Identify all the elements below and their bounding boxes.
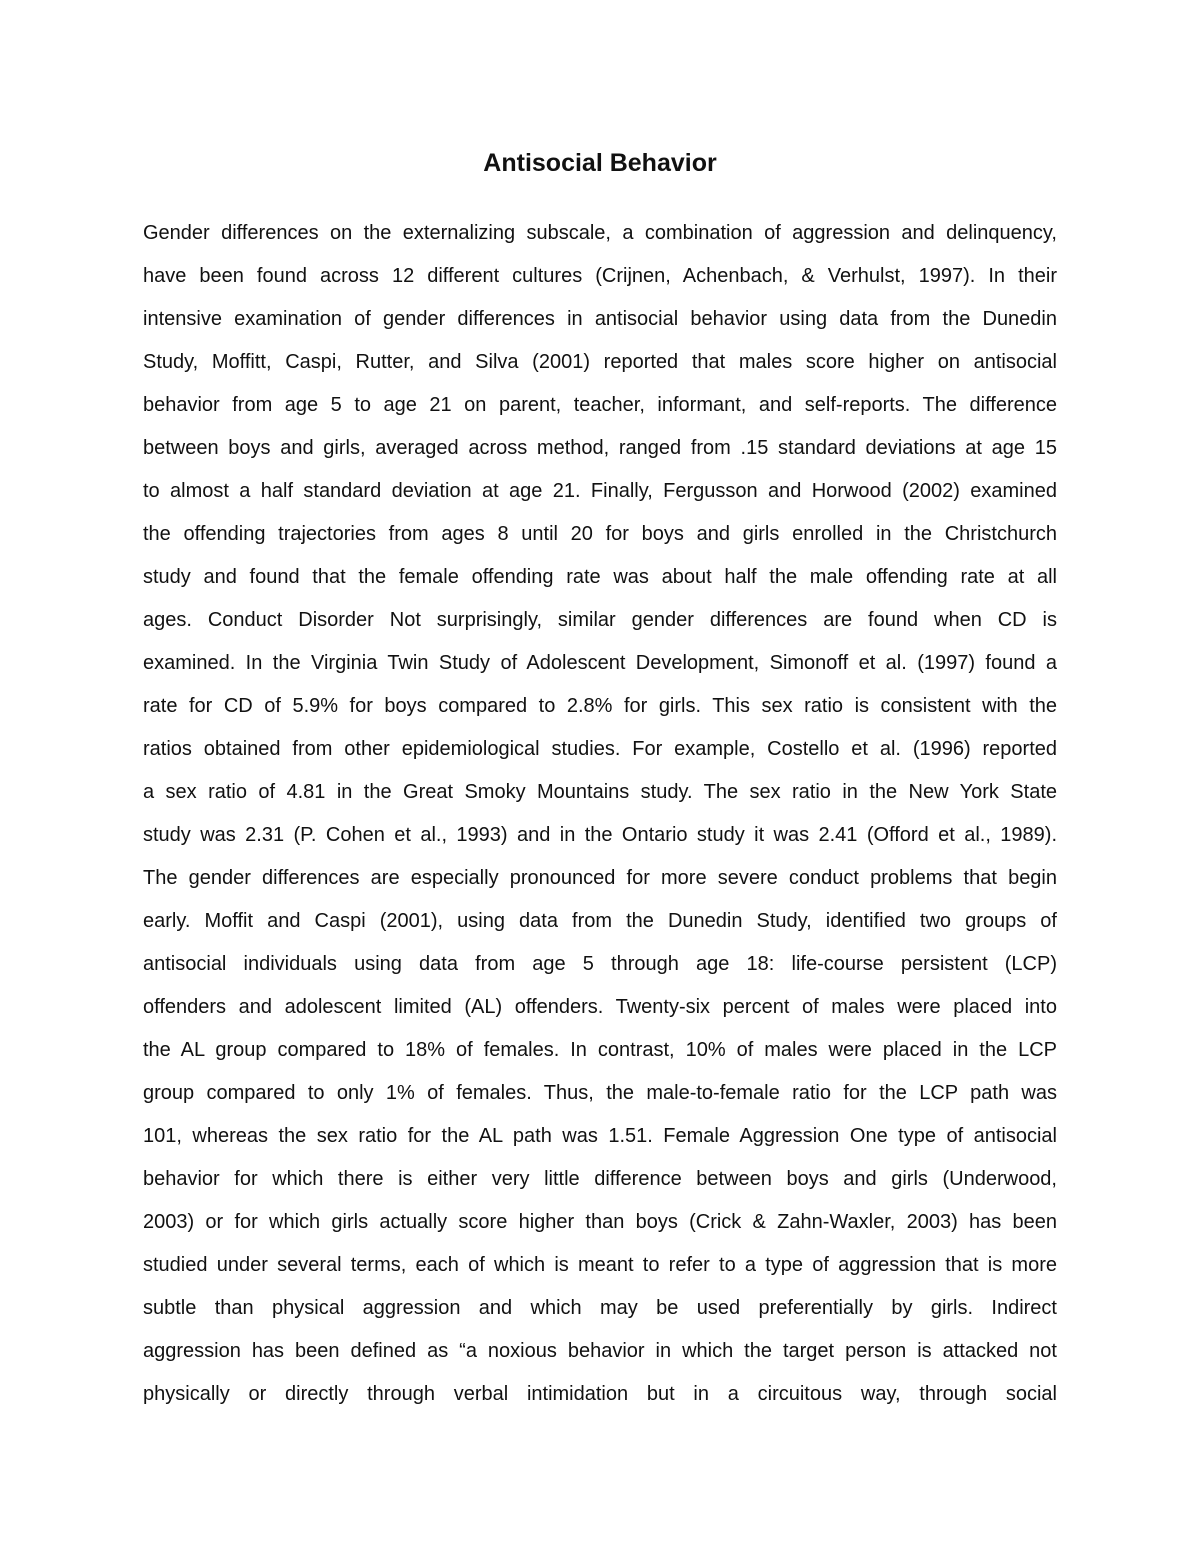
text-line: have been found across 12 different cultures (Crijnen, Achenbach, & Verhulst, 1997). In their xyxy=(143,265,1057,287)
text-line: the offending trajectories from ages 8 until 20 for boys and girls enrolled in the Christchurch xyxy=(143,523,1057,545)
body-text xyxy=(143,212,1057,1416)
text-line: physically or directly through verbal intimidation but in a circuitous way, through social xyxy=(143,1383,1057,1405)
text-line: studied under several terms, each of which is meant to refer to a type of aggression that is more xyxy=(143,1254,1057,1276)
text-line: antisocial individuals using data from age 5 through age 18: life-course persistent (LCP) xyxy=(143,953,1057,975)
text-line: behavior for which there is either very little difference between boys and girls (Underwood, xyxy=(143,1168,1057,1190)
text-line: aggression has been defined as “a noxious behavior in which the target person is attacked not xyxy=(143,1340,1057,1362)
text-line: behavior from age 5 to age 21 on parent, teacher, informant, and self-reports. The difference xyxy=(143,394,1057,416)
text-line: early. Moffit and Caspi (2001), using data from the Dunedin Study, identified two groups of xyxy=(143,910,1057,932)
text-line: subtle than physical aggression and which may be used preferentially by girls. Indirect xyxy=(143,1297,1057,1319)
text-line: The gender differences are especially pronounced for more severe conduct problems that begin xyxy=(143,867,1057,889)
text-line: 2003) or for which girls actually score higher than boys (Crick & Zahn-Waxler, 2003) has been xyxy=(143,1211,1057,1233)
text-line: intensive examination of gender differences in antisocial behavior using data from the Dunedin xyxy=(143,308,1057,330)
page-title: Antisocial Behavior xyxy=(483,149,717,177)
text-line: ratios obtained from other epidemiological studies. For example, Costello et al. (1996) reported xyxy=(143,738,1057,760)
text-line: Gender differences on the externalizing subscale, a combination of aggression and delinquency, xyxy=(143,222,1057,244)
text-line: Study, Moffitt, Caspi, Rutter, and Silva (2001) reported that males score higher on antisocial xyxy=(143,351,1057,373)
text-line: examined. In the Virginia Twin Study of Adolescent Development, Simonoff et al. (1997) found a xyxy=(143,652,1057,674)
text-line: between boys and girls, averaged across method, ranged from .15 standard deviations at age 15 xyxy=(143,437,1057,459)
text-line: the AL group compared to 18% of females. In contrast, 10% of males were placed in the LCP xyxy=(143,1039,1057,1061)
text-line: group compared to only 1% of females. Thus, the male-to-female ratio for the LCP path was xyxy=(143,1082,1057,1104)
text-line: offenders and adolescent limited (AL) offenders. Twenty-six percent of males were placed into xyxy=(143,996,1057,1018)
text-line: 101, whereas the sex ratio for the AL path was 1.51. Female Aggression One type of antisocial xyxy=(143,1125,1057,1147)
text-line: study and found that the female offending rate was about half the male offending rate at all xyxy=(143,566,1057,588)
text-line: study was 2.31 (P. Cohen et al., 1993) and in the Ontario study it was 2.41 (Offord et al., 1989). xyxy=(143,824,1057,846)
text-line: to almost a half standard deviation at age 21. Finally, Fergusson and Horwood (2002) examined xyxy=(143,480,1057,502)
text-line: rate for CD of 5.9% for boys compared to 2.8% for girls. This sex ratio is consistent with the xyxy=(143,695,1057,717)
text-line: ages. Conduct Disorder Not surprisingly, similar gender differences are found when CD is xyxy=(143,609,1057,631)
text-line: a sex ratio of 4.81 in the Great Smoky Mountains study. The sex ratio in the New York State xyxy=(143,781,1057,803)
